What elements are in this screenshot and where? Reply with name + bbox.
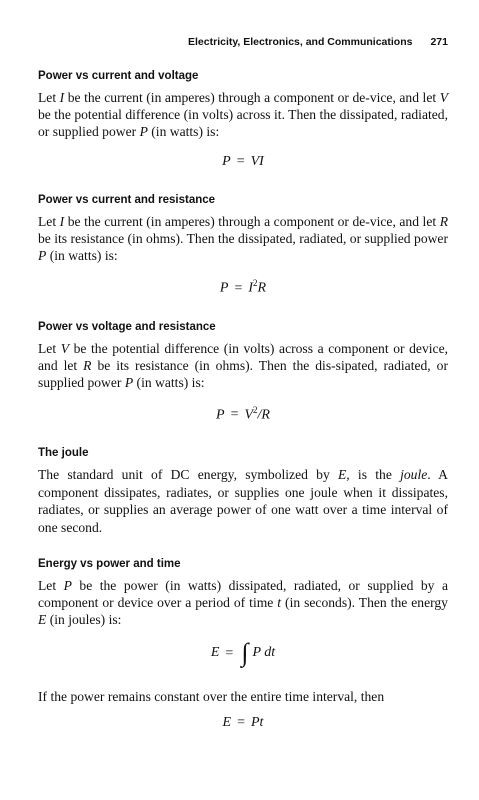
closing-paragraph: If the power remains constant over the entire time interval, then (38, 689, 385, 705)
emphasized-term: joule (400, 467, 428, 483)
page-body (38, 70, 448, 731)
running-title: Electricity, Electronics, and Communications (188, 36, 413, 48)
running-header (0, 36, 448, 48)
integral-sign: ∫ (241, 638, 249, 668)
section-heading: Power vs current and voltage (38, 70, 199, 82)
section-paragraph: Let P be the power (in watts) dissipated, radiated, or supplied by a component or device over a period of time t (in seconds). Then the energy E (in joules) is: (38, 578, 448, 628)
equation-energy-constant: E = Pt (222, 715, 264, 731)
section-energy-power-time (38, 558, 448, 668)
section-power-voltage-resistance (38, 321, 448, 424)
section-heading: Power vs voltage and resistance (38, 320, 216, 333)
section-paragraph: Let I be the current (in amperes) through a component or de-vice, and let V be the potential difference (in volts) across it. Then the dissipated, radiated, or supplied power P (in watts) is: (38, 90, 448, 139)
section-power-current-resistance (38, 194, 448, 297)
section-heading: Energy vs power and time (38, 558, 181, 571)
section-heading: The joule (38, 447, 89, 460)
section-paragraph: Let V be the potential difference (in volts) across a component or device, and let R be its resistance (in ohms). Then the dis-sipated, radiated, or supplied power P (in watts) is: (38, 340, 448, 390)
section-paragraph: The standard unit of DC energy, symbolized by E, is the joule. A component dissipates, radiates, or supplies one joule when it dissipates, radiates, or supplies an average power of one watt over a time interval of one second. (38, 467, 448, 535)
equation-energy-integral: E = ∫ P dt (210, 638, 276, 668)
section-the-joule (38, 447, 448, 536)
equation-power-vi: P = VI (222, 154, 264, 169)
section-heading: Power vs current and resistance (38, 194, 216, 206)
section-power-current-voltage (38, 70, 448, 170)
page-number: 271 (430, 36, 448, 48)
equation-power-v2r: $P = V^2/R$ (216, 404, 270, 423)
equation-power-i2r: $P = I^2R$ (219, 278, 267, 296)
section-paragraph: Let I be the current (in amperes) through a component or de-vice, and let R be its resistance (in ohms). Then the dissipated, radiated, or supplied power P (in watts) is: (38, 214, 448, 263)
